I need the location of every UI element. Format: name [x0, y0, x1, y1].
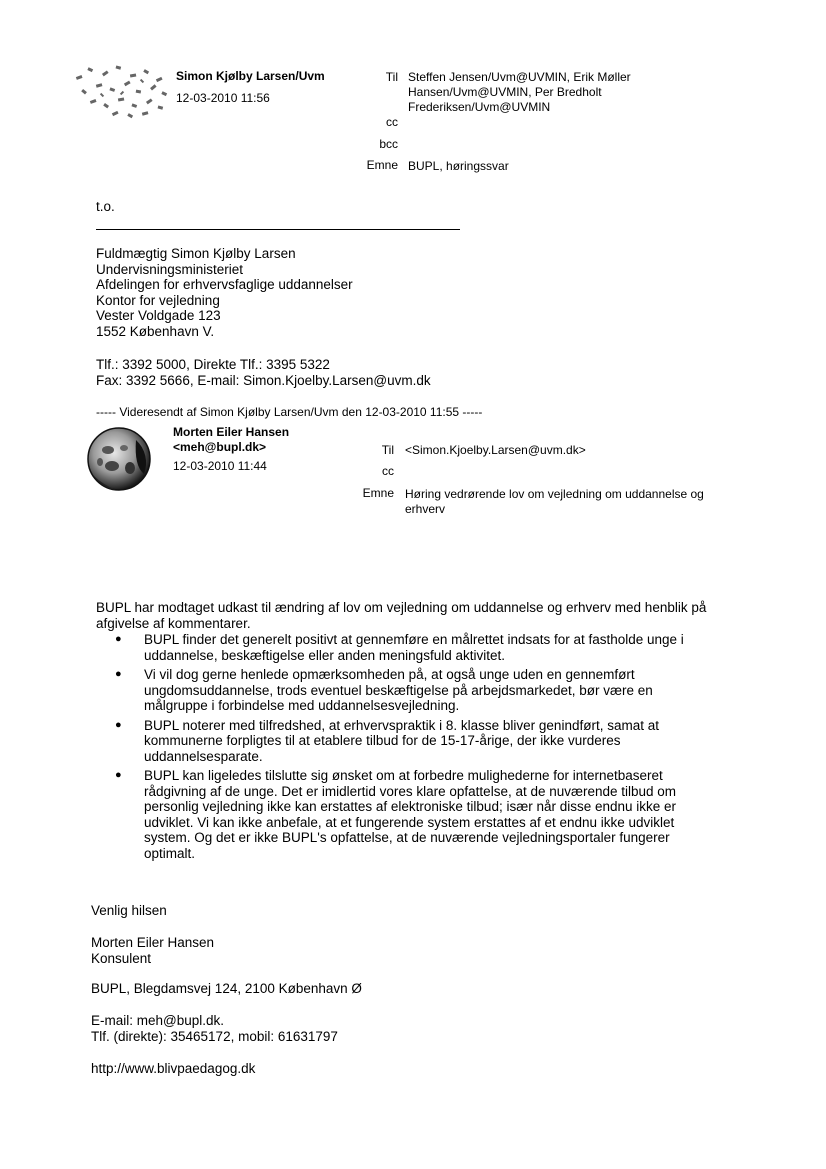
signature1-line: 1552 København V. [96, 323, 215, 339]
email1-date: 12-03-2010 11:56 [176, 91, 270, 105]
signature1-line: Afdelingen for erhvervsfaglige uddannelser [96, 277, 353, 292]
email1-subject: BUPL, høringssvar [408, 159, 509, 173]
forward-line: ----- Videresendt af Simon Kjølby Larsen/Uvm den 12-03-2010 11:55 ----- [96, 405, 483, 419]
signature2-contact [91, 1013, 338, 1044]
closing: Venlig hilsen [91, 903, 167, 918]
email2-sender-block [173, 425, 289, 455]
bullet-item: ● BUPL finder det generelt positivt at gennemføre en målrettet indsats for at fastholde unge i uddannelse, beskæftigelse eller anden meningsfuld aktivitet. [96, 632, 736, 663]
email1-subject-label: Emne [366, 158, 398, 172]
email1-to-label: Til [385, 70, 398, 84]
email2-to: <Simon.Kjoelby.Larsen@uvm.dk> [405, 443, 586, 457]
signature1-block [96, 246, 353, 339]
signature2-phone: Tlf. (direkte): 35465172, mobil: 61631797 [91, 1028, 338, 1044]
body-intro: BUPL har modtaget udkast til ændring af lov om vejledning om uddannelse og erhverv med henblik på afgivelse af kommentarer. [96, 600, 707, 631]
signature2-url[interactable]: http://www.blivpaedagog.dk [91, 1061, 256, 1076]
bullet-item: ● BUPL kan ligeledes tilslutte sig ønsket om at forbedre mulighederne for internetbaseret rådgivning af de unge. Det er imidlertid vores klare opfattelse, at de nuværende tilbud om personlig vejledning ikke kan erstattes af elektroniske tilbud; især når disse endnu ikke er udviklet. Vi kan ikke anbefale, at et fungerende system erstattes af et endnu ikke udviklet system. Og det er ikke BUPL's opfattelse, at de nuværende vejledningsportaler fungerer optimalt. [96, 768, 736, 861]
email1-sender: Simon Kjølby Larsen/Uvm [176, 69, 325, 83]
email2-subject-label: Emne [362, 486, 394, 500]
signature1-line: Kontor for vejledning [96, 292, 220, 308]
email2-subject: Høring vedrørende lov om vejledning om uddannelse og erhverv [405, 487, 704, 516]
email1-bcc-label: bcc [379, 137, 398, 151]
signature-divider [96, 229, 460, 230]
sender-avatar-moon [86, 426, 152, 492]
email1-cc-label: cc [386, 115, 398, 129]
sender-avatar-scatter [72, 62, 172, 122]
bullet-item: ● BUPL noterer med tilfredshed, at erhvervspraktik i 8. klasse bliver genindført, samat at kommunerne forpligtes til at etablere tilbud for de 15-17-årige, der ikke vurderes uddannelsesparate. [96, 718, 736, 765]
signature2-email: E-mail: meh@bupl.dk. [91, 1013, 225, 1028]
bullet-item: ● Vi vil dog gerne henlede opmærksomheden på, at også unge uden en gennemført ungdomsuddannelse, trods eventuel beskæftigelse på arbejdsmarkedet, bør være en målgruppe i forbindelse med uddannelsesvejledning. [96, 667, 736, 714]
body-bullet-list [96, 632, 736, 865]
email1-note: t.o. [96, 199, 115, 214]
signature1-phone: Tlf.: 3392 5000, Direkte Tlf.: 3395 5322 [96, 357, 330, 372]
signature2-title: Konsulent [91, 950, 152, 966]
email2-cc-label: cc [382, 464, 394, 478]
email1-to: Steffen Jensen/Uvm@UVMIN, Erik Møller Hansen/Uvm@UVMIN, Per Bredholt Frederiksen/Uvm@UVMIN [408, 70, 631, 114]
email2-sender-name: Morten Eiler Hansen [173, 425, 290, 439]
email2-date: 12-03-2010 11:44 [173, 459, 267, 473]
signature2-name: Morten Eiler Hansen [91, 935, 215, 950]
signature1-line: Undervisningsministeriet [96, 261, 244, 277]
email2-to-label: Til [381, 443, 394, 457]
email2-sender-email: <meh@bupl.dk> [173, 440, 267, 454]
signature1-line: Vester Voldgade 123 [96, 308, 221, 323]
signature1-contact [96, 357, 431, 388]
signature2-address: BUPL, Blegdamsvej 124, 2100 København Ø [91, 981, 362, 996]
signature2-block [91, 935, 214, 966]
signature1-line: Fuldmægtig Simon Kjølby Larsen [96, 246, 296, 261]
signature1-fax-email: Fax: 3392 5666, E-mail: Simon.Kjoelby.Larsen@uvm.dk [96, 372, 431, 388]
